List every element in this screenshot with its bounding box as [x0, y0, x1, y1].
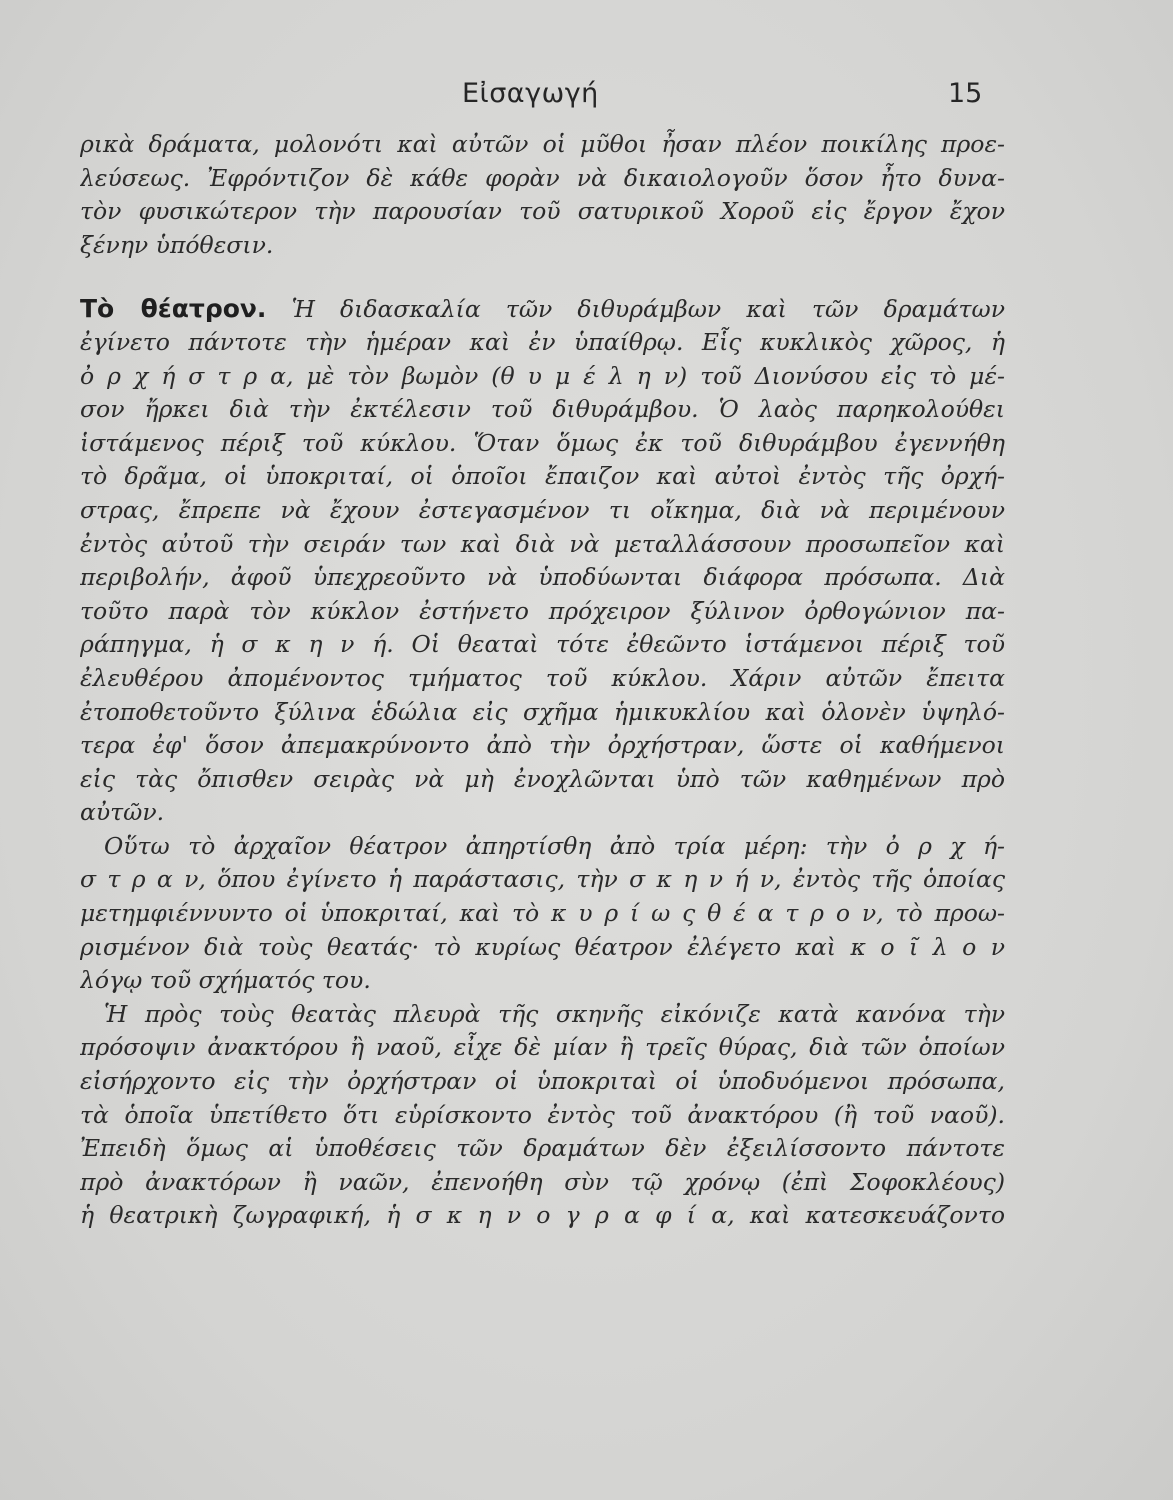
running-header — [0, 78, 1173, 118]
text-line: Ἡ πρὸς τοὺς θεατὰς πλευρὰ τῆς σκηνῆς εἰκόνιζε κατὰ κανόνα τὴν — [104, 999, 1005, 1028]
text-line: σον ἤρκει διὰ τὴν ἐκτέλεσιν τοῦ διθυράμβου. Ὁ λαὸς παρηκολούθει — [80, 395, 1005, 424]
text-line: λόγῳ τοῦ σχήματός του. — [80, 966, 371, 995]
text-line: εἰς τὰς ὄπισθεν σειρὰς νὰ μὴ ἐνοχλῶνται ὑπὸ τῶν καθημένων πρὸ — [80, 764, 1005, 793]
text-line: αὐτῶν. — [80, 798, 165, 827]
text-line: Οὕτω τὸ ἀρχαῖον θέατρον ἀπηρτίσθη ἀπὸ τρία μέρη: τὴν ὀ ρ χ ή- — [104, 831, 1005, 860]
text-segment: Ἡ διδασκαλία τῶν διθυράμβων καὶ τῶν δραμάτων — [291, 295, 1005, 324]
text-line: ἐγίνετο πάντοτε τὴν ἡμέραν καὶ ἐν ὑπαίθρῳ. Εἷς κυκλικὸς χῶρος, ἡ — [80, 327, 1005, 356]
text-line: τὰ ὁποῖα ὑπετίθετο ὅτι εὑρίσκοντο ἐντὸς τοῦ ἀνακτόρου (ἢ τοῦ ναοῦ). — [80, 1100, 1005, 1129]
paragraph — [80, 998, 1005, 1233]
text-line: τὸ δρᾶμα, οἱ ὑποκριταί, οἱ ὁποῖοι ἔπαιζον καὶ αὐτοὶ ἐντὸς τῆς ὀρχή- — [80, 462, 1005, 491]
text-line: τὸν φυσικώτερον τὴν παρουσίαν τοῦ σατυρικοῦ Χοροῦ εἰς ἔργον ἔχον — [80, 197, 1005, 226]
text-line: ρισμένον διὰ τοὺς θεατάς· τὸ κυρίως θέατρον ἐλέγετο καὶ κ ο ῖ λ ο ν — [80, 932, 1005, 961]
paragraph-gap — [80, 262, 1005, 292]
page-number: 15 — [948, 78, 983, 109]
text-line: ἐντὸς αὐτοῦ τὴν σειράν των καὶ διὰ νὰ μεταλλάσσουν προσωπεῖον καὶ — [80, 529, 1005, 558]
text-line: περιβολήν, ἀφοῦ ὑπεχρεοῦντο νὰ ὑποδύωνται διάφορα πρόσωπα. Διὰ — [80, 563, 1005, 592]
text-line: πρόσοψιν ἀνακτόρου ἢ ναοῦ, εἶχε δὲ μίαν ἢ τρεῖς θύρας, διὰ τῶν ὁποίων — [80, 1033, 1005, 1062]
text-line: πρὸ ἀνακτόρων ἢ ναῶν, ἐπενοήθη σὺν τῷ χρόνῳ (ἐπὶ Σοφοκλέους) — [80, 1167, 1005, 1196]
text-line: ράπηγμα, ἡ σ κ η ν ή. Οἱ θεαταὶ τότε ἐθεῶντο ἱστάμενοι πέριξ τοῦ — [80, 630, 1005, 659]
text-line: ρικὰ δράματα, μολονότι καὶ αὐτῶν οἱ μῦθοι ἦσαν πλέον ποικίλης προε- — [80, 130, 1005, 158]
text-line: μετημφιέννυντο οἱ ὑποκριταί, καὶ τὸ κ υ ρ ί ω ς θ έ α τ ρ ο ν, τὸ προω- — [80, 899, 1005, 928]
text-line: ἱστάμενος πέριξ τοῦ κύκλου. Ὅταν ὅμως ἐκ τοῦ διθυράμβου ἐγεννήθη — [80, 428, 1005, 457]
paragraph — [80, 292, 1005, 830]
text-line: ἡ θεατρικὴ ζωγραφική, ἡ σ κ η ν ο γ ρ α φ ί α, καὶ κατεσκευάζοντο — [80, 1201, 1005, 1230]
paragraph — [80, 830, 1005, 998]
text-line: ἐλευθέρου ἀπομένοντος τμήματος τοῦ κύκλου. Χάριν αὐτῶν ἔπειτα — [80, 663, 1005, 692]
text-line: εἰσήρχοντο εἰς τὴν ὀρχήστραν οἱ ὑποκριταὶ οἱ ὑποδυόμενοι πρόσωπα, — [80, 1067, 1005, 1096]
running-title: Εἰσαγωγή — [462, 78, 599, 109]
text-line: Ἐπειδὴ ὅμως αἱ ὑποθέσεις τῶν δραμάτων δὲν ἐξειλίσσοντο πάντοτε — [80, 1134, 1005, 1163]
body-text — [80, 128, 1005, 1233]
text-line: ξένην ὑπόθεσιν. — [80, 230, 274, 259]
paragraph — [80, 128, 1005, 262]
text-line: ὀ ρ χ ή σ τ ρ α, μὲ τὸν βωμὸν (θ υ μ έ λ η ν) τοῦ Διονύσου εἰς τὸ μέ- — [80, 361, 1005, 390]
section-heading: Τὸ θέατρον. — [80, 294, 267, 324]
text-line: στρας, ἔπρεπε νὰ ἔχουν ἐστεγασμένον τι οἴκημα, διὰ νὰ περιμένουν — [80, 495, 1005, 524]
text-line — [80, 292, 1005, 326]
text-line: σ τ ρ α ν, ὅπου ἐγίνετο ἡ παράστασις, τὴν σ κ η ν ή ν, ἐντὸς τῆς ὁποίας — [80, 865, 1005, 894]
text-line: ἐτοποθετοῦντο ξύλινα ἑδώλια εἰς σχῆμα ἡμικυκλίου καὶ ὁλονὲν ὑψηλό- — [80, 697, 1005, 726]
text-line: τοῦτο παρὰ τὸν κύκλον ἐστήνετο πρόχειρον ξύλινον ὀρθογώνιον πα- — [80, 596, 1005, 625]
text-line: τερα ἐφ' ὅσον ἀπεμακρύνοντο ἀπὸ τὴν ὀρχήστραν, ὥστε οἱ καθήμενοι — [80, 731, 1005, 760]
text-line: λεύσεως. Ἐφρόντιζον δὲ κάθε φορὰν νὰ δικαιολογοῦν ὅσον ἦτο δυνα- — [80, 163, 1005, 192]
